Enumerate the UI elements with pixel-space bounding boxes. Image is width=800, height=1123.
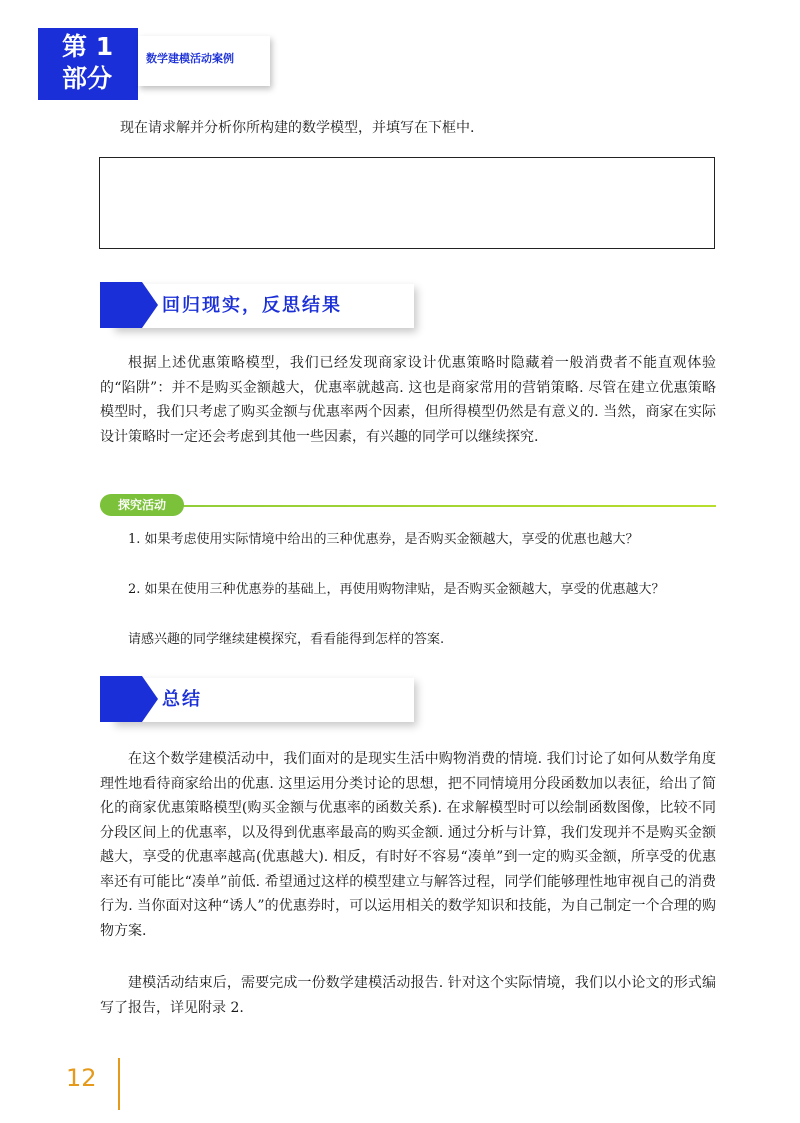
explore-divider [100, 505, 716, 507]
header-title: 数学建模活动案例 [146, 52, 234, 65]
page-number-divider [118, 1058, 120, 1110]
answer-box[interactable] [99, 157, 715, 249]
section-title: 回归现实，反思结果 [162, 295, 342, 316]
paragraph-summary: 在这个数学建模活动中，我们面对的是现实生活中购物消费的情境. 我们讨论了如何从数学角度理性地看待商家给出的优惠. 这里运用分类讨论的思想，把不同情境用分段函数加以表征，给出了简化的商家优惠策略模型(购买金额与优惠率的函数关系). 在求解模型时可以绘制函数图像，比较不同分段区间上的优惠率，以及得到优惠率最高的购买金额. 通过分析与计算，我们发现并不是购买金额越大，享受的优惠率越高(优惠越大). 相反，有时好不容易“凑单”到一定的购买金额，所享受的优惠率还有可能比“凑单”前低. 希望通过这样的模型建立与解答过程，同学们能够理性地审视自己的消费行为. 当你面对这种“诱人”的优惠券时，可以运用相关的数学知识和技能，为自己制定一个合理的购物方案. [100, 751, 716, 939]
explore-tag: 探究活动 [100, 494, 184, 516]
page-number: 12 [66, 1064, 97, 1092]
paragraph-report: 建模活动结束后，需要完成一份数学建模活动报告. 针对这个实际情境，我们以小论文的形式编写了报告，详见附录 2. [100, 975, 716, 1016]
part-badge [38, 28, 138, 100]
chevron-arrow-icon [100, 676, 160, 722]
explore-question-2: 2. 如果在使用三种优惠券的基础上，再使用购物津贴，是否购买金额越大，享受的优惠越大？ [128, 582, 665, 597]
section-header-summary [100, 676, 414, 722]
section-header-reflect [100, 282, 414, 328]
part-number: 第 1 [62, 32, 114, 61]
chevron-arrow-icon [100, 282, 160, 328]
explore-note: 请感兴趣的同学继续建模探究，看看能得到怎样的答案. [128, 632, 445, 647]
explore-question-1: 1. 如果考虑使用实际情境中给出的三种优惠券，是否购买金额越大，享受的优惠也越大？ [128, 532, 639, 547]
section-title: 总结 [162, 689, 202, 710]
part-label: 部分 [62, 64, 113, 93]
paragraph-reflect: 根据上述优惠策略模型，我们已经发现商家设计优惠策略时隐藏着一般消费者不能直观体验的“陷阱”：并不是购买金额越大，优惠率就越高. 这也是商家常用的营销策略. 尽管在建立优惠策略模型时，我们只考虑了购买金额与优惠率两个因素，但所得模型仍然是有意义的. 当然，商家在实际设计策略时一定还会考虑到其他一些因素，有兴趣的同学可以继续探究. [100, 355, 716, 445]
intro-text: 现在请求解并分析你所构建的数学模型，并填写在下框中. [120, 120, 475, 136]
